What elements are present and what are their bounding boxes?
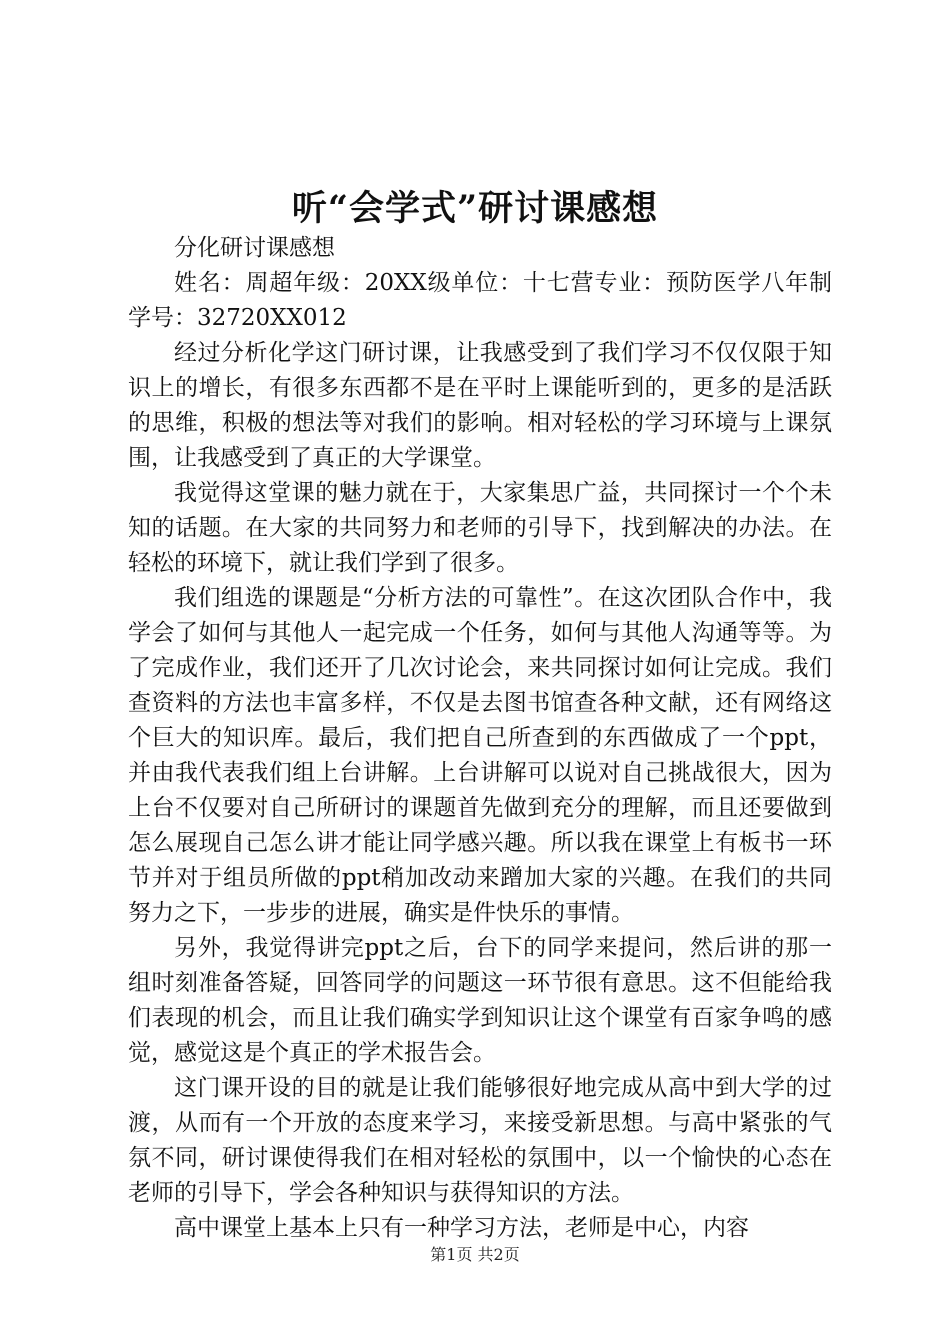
body-paragraph: 另外，我觉得讲完ppt之后，台下的同学来提问，然后讲的那一组时刻准备答疑，回答同学的问题这一环节很有意思。这不但能给我们表现的机会，而且让我们确实学到知识让这个课堂有百家争鸣的感觉，感觉这是个真正的学术报告会。: [128, 935, 832, 1066]
body-paragraph: 我觉得这堂课的魅力就在于，大家集思广益，共同探讨一个个未知的话题。在大家的共同努力和老师的引导下，找到解决的办法。在轻松的环境下，就让我们学到了很多。: [128, 480, 832, 576]
document-body: [128, 231, 832, 1246]
author-info-paragraph: 姓名：周超年级：20XX级单位：十七营专业：预防医学八年制学号：32720XX012: [128, 270, 832, 331]
body-paragraph: 高中课堂上基本上只有一种学习方法，老师是中心，内容: [174, 1215, 749, 1241]
page-number-footer: 第1页 共2页: [430, 1245, 520, 1264]
document-title: 听“会学式”研讨课感想: [291, 188, 659, 229]
body-paragraph: 经过分析化学这门研讨课，让我感受到了我们学习不仅仅限于知识上的增长，有很多东西都不是在平时上课能听到的，更多的是活跃的思维，积极的想法等对我们的影响。相对轻松的学习环境与上课氛围，让我感受到了真正的大学课堂。: [128, 340, 832, 471]
body-paragraph: 我们组选的课题是“分析方法的可靠性”。在这次团队合作中，我学会了如何与其他人一起完成一个任务，如何与其他人沟通等等。为了完成作业，我们还开了几次讨论会，来共同探讨如何让完成。我们查资料的方法也丰富多样，不仅是去图书馆查各种文献，还有网络这个巨大的知识库。最后，我们把自己所查到的东西做成了一个ppt，并由我代表我们组上台讲解。上台讲解可以说对自己挑战很大，因为上台不仅要对自己所研讨的课题首先做到充分的理解，而且还要做到怎么展现自己怎么讲才能让同学感兴趣。所以我在课堂上有板书一环节并对于组员所做的ppt稍加改动来蹭加大家的兴趣。在我们的共同努力之下，一步步的进展，确实是件快乐的事情。: [128, 585, 832, 926]
body-paragraph: 这门课开设的目的就是让我们能够很好地完成从高中到大学的过渡，从而有一个开放的态度来学习，来接受新思想。与高中紧张的气氛不同，研讨课使得我们在相对轻松的氛围中，以一个愉快的心态在老师的引导下，学会各种知识与获得知识的方法。: [128, 1075, 832, 1206]
subtitle-paragraph: 分化研讨课感想: [174, 235, 335, 261]
